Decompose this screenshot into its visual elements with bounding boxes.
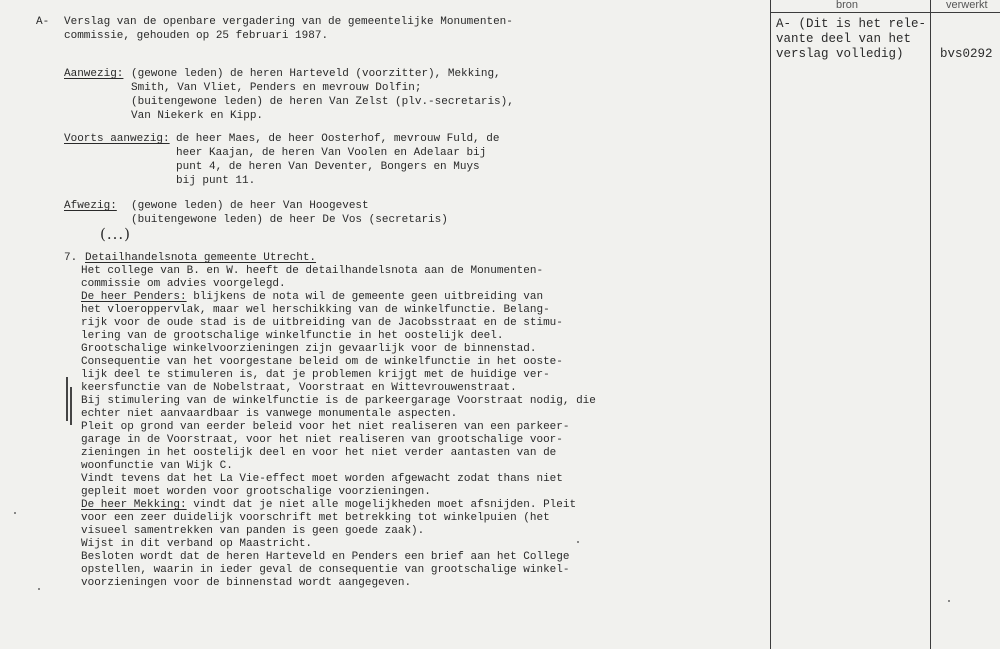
paper-speck — [14, 512, 16, 514]
paper-speck — [577, 541, 579, 543]
column-header-bron: bron — [836, 0, 859, 11]
body-line: Bij stimulering van de winkelfunctie is de parkeergarage Voorstraat nodig, die — [81, 395, 596, 407]
body-line: Pleit op grond van eerder beleid voor het niet realiseren van een parkeer- — [81, 421, 570, 433]
body-line: zieningen in het oostelijk deel en voor het niet verder aantasten van de — [81, 447, 557, 459]
aanwezig-line: Van Niekerk en Kipp. — [131, 110, 264, 122]
body-line: voor een zeer duidelijk voorschrift met betrekking tot winkelpuien (het — [81, 512, 550, 524]
aanwezig-label: Aanwezig: — [64, 68, 124, 80]
afwezig-label: Afwezig: — [64, 200, 117, 212]
body-line: Consequentie van het voorgestane beleid om de winkelfunctie in het ooste- — [81, 356, 563, 368]
body-line: blijkens de nota wil de gemeente geen uitbreiding van — [186, 291, 544, 303]
body-line: vindt dat je niet alle mogelijkheden moet afsnijden. Pleit — [186, 499, 577, 511]
body-line: lering van de grootschalige winkelfunctie in het oostelijk deel. — [81, 330, 504, 342]
section-marker: A- — [36, 16, 50, 28]
margin-marker-line — [66, 377, 68, 421]
decision-line: voorzieningen voor de binnenstad wordt aangegeven. — [81, 577, 412, 589]
body-line: commissie om advies voorgelegd. — [81, 278, 286, 290]
body-line: woonfunctie van Wijk C. — [81, 460, 233, 472]
item-number: 7. — [64, 252, 78, 264]
title-line: Verslag van de openbare vergadering van de gemeentelijke Monumenten- — [64, 16, 513, 28]
decision-line: Besloten wordt dat de heren Harteveld en Penders een brief aan het College — [81, 551, 570, 563]
header-rule — [770, 12, 1000, 13]
aanwezig-line: Smith, Van Vliet, Penders en mevrouw Dolfin; — [131, 82, 422, 94]
paper-speck — [38, 588, 40, 590]
aanwezig-line: (buitengewone leden) de heren Van Zelst (plv.-secretaris), — [131, 96, 514, 108]
voorts-aanwezig-line: heer Kaajan, de heren Van Voolen en Adelaar bij — [176, 147, 487, 159]
penders-label: De heer Penders: — [81, 291, 187, 303]
body-line: rijk voor de oude stad is de uitbreiding van de Jacobsstraat en de stimu- — [81, 317, 563, 329]
body-line: garage in de Voorstraat, voor het niet realiseren van grootschalige voor- — [81, 434, 563, 446]
voorts-aanwezig-line: de heer Maes, de heer Oosterhof, mevrouw Fuld, de — [176, 133, 500, 145]
aanwezig-line: (gewone leden) de heren Harteveld (voorzitter), Mekking, — [131, 68, 501, 80]
side-note-line: A- (Dit is het rele- — [776, 17, 927, 31]
paper-speck — [948, 600, 950, 602]
item-title: Detailhandelsnota gemeente Utrecht. — [85, 252, 317, 264]
margin-marker-line — [70, 387, 72, 425]
body-line: visueel samentrekken van panden is geen goede zaak). — [81, 525, 425, 537]
column-divider-right — [930, 0, 931, 649]
body-line: Het college van B. en W. heeft de detailhandelsnota aan de Monumenten- — [81, 265, 544, 277]
decision-line: opstellen, waarin in ieder geval de consequentie van grootschalige winkel- — [81, 564, 570, 576]
body-line: Wijst in dit verband op Maastricht. — [81, 538, 313, 550]
voorts-aanwezig-line: bij punt 11. — [176, 175, 256, 187]
side-note-line: vante deel van het — [776, 32, 912, 46]
column-header-verwerkt: verwerkt — [946, 0, 988, 11]
body-line: gepleit moet worden voor grootschalige voorzieningen. — [81, 486, 431, 498]
afwezig-line: (buitengewone leden) de heer De Vos (secretaris) — [131, 214, 448, 226]
side-note-line: verslag volledig) — [776, 47, 904, 61]
title-line: commissie, gehouden op 25 februari 1987. — [64, 30, 329, 42]
body-line: lijk deel te stimuleren is, dat je problemen krijgt met de huidige ver- — [81, 369, 550, 381]
omission-mark: (...) — [100, 225, 132, 243]
column-divider-left — [770, 0, 771, 649]
reference-code: bvs0292 — [940, 47, 993, 61]
voorts-aanwezig-label: Voorts aanwezig: — [64, 133, 170, 145]
body-line: Vindt tevens dat het La Vie-effect moet worden afgewacht zodat thans niet — [81, 473, 563, 485]
body-line: echter niet aanvaardbaar is vanwege monumentale aspecten. — [81, 408, 458, 420]
voorts-aanwezig-line: punt 4, de heren Van Deventer, Bongers en Muys — [176, 161, 480, 173]
body-line: keersfunctie van de Nobelstraat, Voorstraat en Wittevrouwenstraat. — [81, 382, 517, 394]
body-line: het vloeroppervlak, maar wel herschikking van de winkelfunctie. Belang- — [81, 304, 550, 316]
mekking-first-line — [81, 499, 576, 512]
mekking-label: De heer Mekking: — [81, 499, 187, 511]
penders-first-line — [81, 291, 543, 304]
body-line: Grootschalige winkelvoorzieningen zijn gevaarlijk voor de binnenstad. — [81, 343, 537, 355]
afwezig-line: (gewone leden) de heer Van Hoogevest — [131, 200, 369, 212]
